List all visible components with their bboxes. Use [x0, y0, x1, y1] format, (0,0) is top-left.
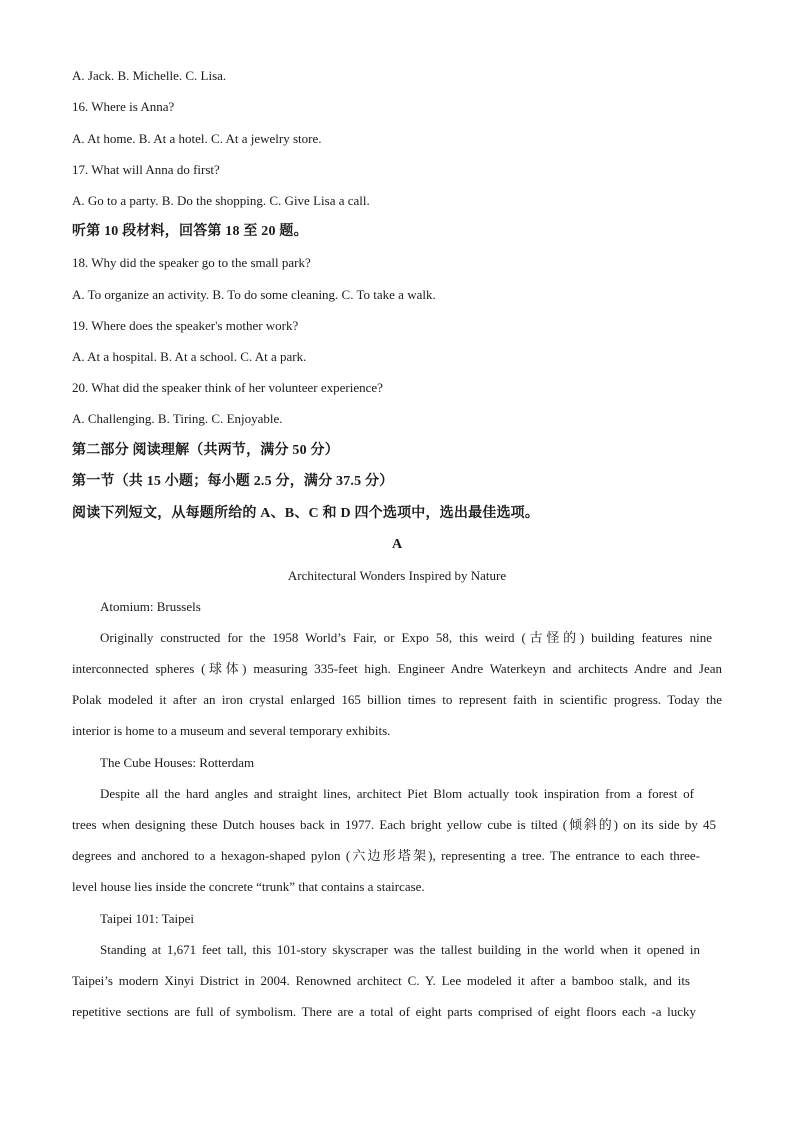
q15-options: A. Jack. B. Michelle. C. Lisa. — [72, 68, 227, 83]
subheading-cube-houses: The Cube Houses: Rotterdam — [100, 755, 255, 770]
paragraph-cube-line-4: level house lies inside the concrete “trunk” that contains a staircase. — [72, 879, 425, 894]
q20-question: 20. What did the speaker think of her volunteer experience? — [72, 380, 383, 395]
paragraph-atomium-line-4: interior is home to a museum and several temporary exhibits. — [72, 723, 391, 738]
paragraph-taipei-line-2: Taipei’s modern Xinyi District in 2004. Renowned architect C. Y. Lee modeled it after a bamboo stalk, and its — [72, 973, 690, 988]
section-one-heading: 第一节（共 15 小题；每小题 2.5 分，满分 37.5 分） — [72, 474, 394, 489]
q16-options: A. At home. B. At a hotel. C. At a jewelry store. — [72, 131, 322, 146]
q19-options: A. At a hospital. B. At a school. C. At a park. — [72, 349, 307, 364]
section-instruction-material-10: 听第 10 段材料，回答第 18 至 20 题。 — [72, 224, 308, 239]
q16-question: 16. Where is Anna? — [72, 99, 175, 114]
q17-question: 17. What will Anna do first? — [72, 162, 220, 177]
q20-options: A. Challenging. B. Tiring. C. Enjoyable. — [72, 411, 283, 426]
paragraph-cube-line-1: Despite all the hard angles and straight lines, architect Piet Blom actually took inspiration from a forest of — [100, 786, 694, 801]
paragraph-taipei-line-3: repetitive sections are full of symbolism. There are a total of eight parts comprised of eight floors each -a lucky — [72, 1004, 696, 1019]
paragraph-atomium-line-2: interconnected spheres (球体) measuring 335-feet high. Engineer Andre Waterkeyn and architects Andre and Jean — [72, 661, 722, 676]
paragraph-cube-line-3: degrees and anchored to a hexagon-shaped pylon (六边形塔架), representing a tree. The entrance to each three- — [72, 848, 700, 863]
q19-question: 19. Where does the speaker's mother work? — [72, 318, 299, 333]
reading-instruction: 阅读下列短文，从每题所给的 A、B、C 和 D 四个选项中，选出最佳选项。 — [72, 506, 540, 521]
part-two-heading: 第二部分 阅读理解（共两节，满分 50 分） — [72, 443, 339, 458]
paragraph-taipei-line-1: Standing at 1,671 feet tall, this 101-story skyscraper was the tallest building in the world when it opened in — [100, 942, 700, 957]
paragraph-atomium-line-3: Polak modeled it after an iron crystal enlarged 165 billion times to represent faith in scientific progress. Today the — [72, 692, 722, 707]
passage-letter: A — [391, 537, 403, 552]
q18-question: 18. Why did the speaker go to the small park? — [72, 255, 311, 270]
subheading-taipei-101: Taipei 101: Taipei — [100, 911, 194, 926]
q17-options: A. Go to a party. B. Do the shopping. C. Give Lisa a call. — [72, 193, 370, 208]
passage-title: Architectural Wonders Inspired by Nature — [287, 568, 507, 583]
q18-options: A. To organize an activity. B. To do some cleaning. C. To take a walk. — [72, 287, 436, 302]
paragraph-atomium-line-1: Originally constructed for the 1958 World’s Fair, or Expo 58, this weird (古怪的) building features nine — [100, 630, 712, 645]
subheading-atomium: Atomium: Brussels — [100, 599, 201, 614]
paragraph-cube-line-2: trees when designing these Dutch houses back in 1977. Each bright yellow cube is tilted (倾斜的) on its side by 45 — [72, 817, 716, 832]
